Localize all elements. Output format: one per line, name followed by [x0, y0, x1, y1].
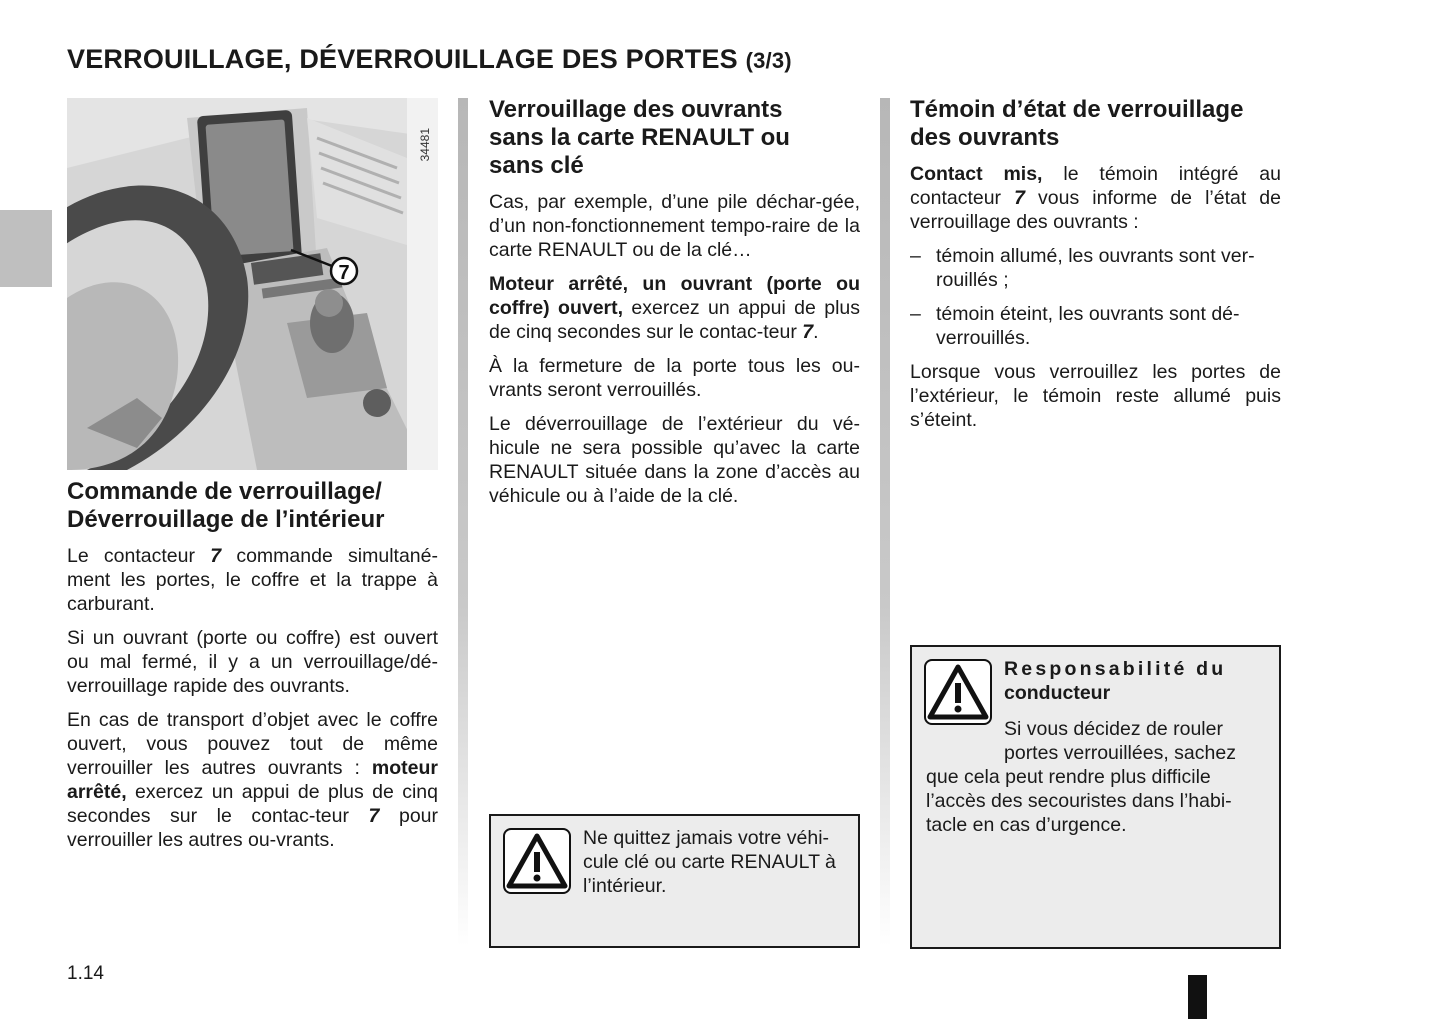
chapter-tab	[0, 210, 52, 287]
p1-ref-7: 7	[210, 545, 222, 567]
dashboard-illustration	[67, 98, 438, 470]
p1-b3: le témoin intégré au contacteur	[910, 163, 1281, 209]
p2-b: exercez un appui de plus de cinq secondes sur le contac-teur	[489, 297, 860, 343]
p1-d3: vous informe de l’état de verrouillage des ouvrants :	[910, 187, 1281, 233]
paragraph-door-closing: À la fermeture de la porte tous les ou-vrants seront verrouillés.	[489, 355, 860, 401]
dashboard-drawing	[67, 98, 438, 470]
warning-text-key-inside: Ne quittez jamais votre véhi-cule clé ou carte RENAULT à l’intérieur.	[583, 827, 836, 897]
page-title	[67, 44, 792, 75]
heading-no-card-line1: Verrouillage des ouvrants	[489, 96, 783, 123]
p3-e: pour verrouiller les autres ou-vrants.	[67, 805, 438, 851]
section-marker	[1188, 975, 1207, 1019]
heading-no-card-line2: sans la carte RENAULT ou	[489, 124, 790, 151]
p3-ref-7: 7	[368, 805, 380, 827]
page-title-suffix: (3/3)	[745, 48, 792, 73]
paragraph-example: Cas, par exemple, d’une pile déchar-gée, d’un non-fonctionnement tempo-raire de la carte RENAULT ou de la clé…	[489, 191, 860, 261]
p1-c: commande simultané-ment les portes, le coffre et la trappe à carburant.	[67, 545, 438, 615]
figure-reference: 34481	[418, 128, 432, 162]
heading-interior-locking-line1: Commande de verrouillage/	[67, 478, 382, 505]
p1-a3: Contact mis,	[910, 163, 1043, 185]
p3-c: exercez un appui de plus de cinq secondes sur le contac-teur	[67, 781, 438, 827]
warning-box-key-inside	[489, 814, 860, 948]
paragraph-quick-lock: Si un ouvrant (porte ou coffre) est ouvert ou mal fermé, il y a un verrouillage/dé-verrouillage rapide des ouvrants.	[67, 627, 438, 697]
paragraph-ignition-on	[910, 162, 1281, 234]
column-no-card	[489, 96, 860, 518]
heading-no-card	[489, 96, 860, 180]
warning-line-5: tacle en cas d’urgence.	[926, 814, 1127, 836]
heading-interior-locking	[67, 478, 438, 534]
p2-ref-7: 7	[802, 321, 814, 343]
p1-ref-7-col3: 7	[1014, 187, 1025, 209]
warning-triangle-icon	[924, 659, 992, 725]
p2-d: .	[813, 321, 819, 343]
paragraph-unlock-outside: Le déverrouillage de l’extérieur du vé-hicule ne sera possible qu’avec la carte RENAULT située dans la zone d’accès au véhicule ou à l’aide de la clé.	[489, 413, 860, 507]
warning-title-line1: Responsabilité du	[1004, 658, 1227, 680]
warning-line-1: Si vous décidez de rouler	[1004, 718, 1223, 740]
heading-interior-locking-line2: Déverrouillage de l’intérieur	[67, 506, 385, 533]
warning-line-3: que cela peut rendre plus difficile	[926, 766, 1211, 788]
warning-title	[1004, 657, 1267, 705]
heading-lock-indicator	[910, 96, 1281, 152]
heading-lock-indicator-line1: Témoin d’état de verrouillage	[910, 96, 1244, 123]
warning-title-line2: conducteur	[1004, 682, 1111, 704]
column-interior-locking	[67, 98, 438, 862]
heading-no-card-line3: sans clé	[489, 152, 584, 179]
page-number: 1.14	[67, 963, 104, 984]
paragraph-switch	[67, 544, 438, 616]
paragraph-outside-lock: Lorsque vous verrouillez les portes de l’extérieur, le témoin reste allumé puis s’éteint.	[910, 361, 1281, 431]
list-item-lit: – témoin allumé, les ouvrants sont ver-rouillés ;	[910, 244, 1281, 292]
warning-line-4: l’accès des secouristes dans l’habi-	[926, 790, 1232, 812]
warning-box-driver-responsibility	[910, 645, 1281, 949]
p2-a: Moteur arrêté, un ouvrant (porte ou coffre) ouvert,	[489, 273, 860, 319]
column-divider-2	[880, 98, 890, 946]
column-lock-indicator	[910, 96, 1281, 442]
callout-7-label: 7	[338, 262, 350, 284]
p3-a: En cas de transport d’objet avec le coffre ouvert, vous pouvez tout de même verrouiller les autres ouvrants :	[67, 709, 438, 779]
p3-b: moteur arrêté,	[67, 757, 438, 803]
column-divider-1	[458, 98, 468, 946]
paragraph-transport	[67, 708, 438, 852]
warning-triangle-icon	[503, 828, 571, 894]
list-item-off: – témoin éteint, les ouvrants sont dé-verrouillés.	[910, 302, 1281, 350]
page-title-main: VERROUILLAGE, DÉVERROUILLAGE DES PORTES	[67, 44, 738, 74]
warning-line-2: portes verrouillées, sachez	[1004, 742, 1236, 764]
heading-lock-indicator-line2: des ouvrants	[910, 124, 1060, 151]
paragraph-engine-off	[489, 272, 860, 344]
p1-a: Le contacteur	[67, 545, 211, 567]
